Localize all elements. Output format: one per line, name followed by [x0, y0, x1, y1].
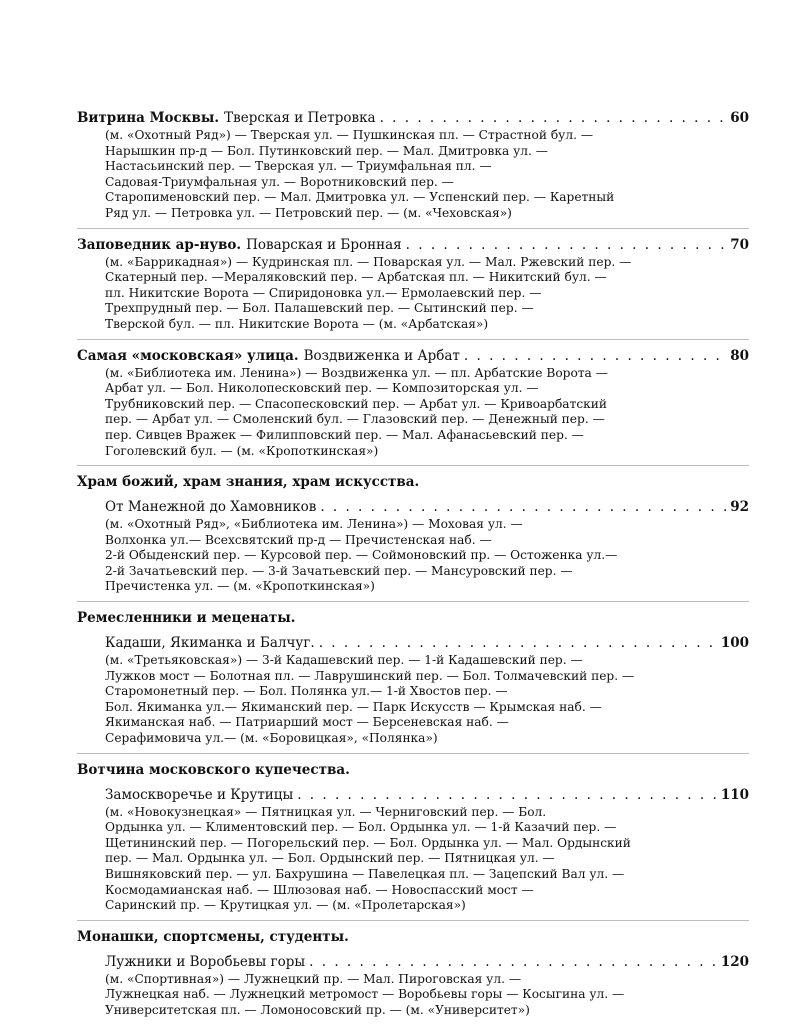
route-line: Лужков мост — Болотная пл. — Лаврушинский пер. — Бол. Толмачевский пер. — — [105, 668, 635, 683]
route-line: Трехпрудный пер. — Бол. Палашевский пер. — Сытинский пер. — — [105, 301, 534, 316]
street-route — [77, 805, 749, 914]
toc-entry[interactable] — [77, 499, 749, 516]
route-line: пер. — Мал. Ордынка ул. — Бол. Ордынский пер. — Пятницкая ул. — — [105, 851, 555, 866]
entry-subtitle: Кадаши, Якиманка и Балчуг. — [105, 635, 315, 652]
route-line: Арбат ул. — Бол. Николопесковский пер. — Композиторская ул. — — [105, 381, 539, 396]
section-heading: Вотчина московского купечества. — [77, 761, 350, 778]
route-line: Вишняковский пер. — ул. Бахрушина — Павелецкая пл. — Зацепский Вал ул. — — [105, 867, 625, 881]
route-line: Волхонка ул.— Всехсвятский пр-д — Пречистенская наб. — — [105, 532, 492, 547]
route-line: 2-й Обыденский пер. — Курсовой пер. — Соймоновский пр. — Остоженка ул.— — [105, 548, 618, 563]
section-heading: Храм божий, храм знания, храм искусства. — [77, 474, 420, 491]
route-line: Якиманская наб. — Патриарший мост — Берсеневская наб. — — [105, 715, 509, 730]
route-line: пер. — Арбат ул. — Смоленский бул. — Глазовский пер. — Денежный пер. — — [105, 412, 605, 427]
table-of-contents — [77, 110, 749, 1033]
dot-leader — [406, 237, 729, 254]
page-number: 80 — [730, 347, 749, 364]
section-heading: Ремесленники и меценаты. — [77, 610, 296, 627]
route-line: Пречистенка ул. — (м. «Кропоткинская») — [105, 579, 375, 594]
toc-section — [77, 610, 749, 754]
route-line: Саринский пр. — Крутицкая ул. — (м. «Пролетарская») — [105, 898, 466, 913]
toc-section — [77, 237, 749, 340]
dot-leader — [380, 110, 729, 127]
toc-section — [77, 474, 749, 602]
dot-leader — [320, 499, 728, 516]
entry-subtitle: Тверская и Петровка — [224, 110, 376, 126]
dot-leader — [309, 954, 719, 971]
toc-section — [77, 110, 749, 229]
route-line: (м. «Охотный Ряд», «Библиотека им. Ленина») — Моховая ул. — — [105, 517, 523, 532]
route-line: (м. «Третьяковская») — 3-й Кадашевский пер. — 1-й Кадашевский пер. — — [105, 653, 583, 668]
entry-subtitle: Воздвиженка и Арбат — [303, 347, 460, 364]
route-line: Настасьинский пер. — Тверская ул. — Триумфальная пл. — — [105, 159, 492, 174]
page-number: 92 — [730, 499, 749, 516]
route-line: (м. «Баррикадная») — Кудринская пл. — Поварская ул. — Мал. Ржевский пер. — — [105, 254, 632, 269]
street-route — [77, 128, 749, 222]
route-line: Щетининский пер. — Погорельский пер. — Бол. Ордынка ул. — Мал. Ордынский — [105, 835, 631, 850]
street-route — [77, 366, 749, 460]
route-line: пл. Никитские Ворота — Спиридоновка ул.— Ермолаевский пер. — — [105, 285, 542, 300]
entry-title-bold: Самая «московская» улица. — [77, 347, 299, 364]
page-number: 60 — [730, 110, 749, 126]
route-line: Ряд ул. — Петровка ул. — Петровский пер. — (м. «Чеховская») — [105, 205, 512, 220]
page-number: 100 — [720, 635, 749, 652]
street-route — [77, 972, 749, 1019]
entry-subtitle: Поварская и Бронная — [246, 236, 402, 253]
toc-section — [77, 929, 749, 1025]
route-line: Университетская пл. — Ломоносовский пр. — (м. «Университет») — [105, 1002, 530, 1017]
route-line: Серафимовича ул.— (м. «Боровицкая», «Полянка») — [105, 731, 438, 746]
route-line: (м. «Охотный Ряд») — Тверская ул. — Пушкинская пл. — Страстной бул. — — [105, 128, 594, 142]
street-route — [77, 255, 749, 333]
entry-title-bold: Заповедник ар-нуво. — [77, 236, 242, 253]
entry-title-bold: Витрина Москвы. — [77, 110, 220, 126]
route-line: Ордынка ул. — Климентовский пер. — Бол. Ордынка ул. — 1-й Казачий пер. — — [105, 820, 617, 835]
toc-entry[interactable] — [77, 954, 749, 971]
entry-subtitle: Лужники и Воробьевы горы — [105, 953, 306, 970]
toc-entry[interactable] — [77, 348, 749, 365]
dot-leader — [319, 635, 719, 652]
toc-section — [77, 762, 749, 921]
page-number: 110 — [720, 786, 749, 803]
route-line: (м. «Спортивная») — Лужнецкий пр. — Мал. Пироговская ул. — — [105, 971, 522, 986]
toc-entry[interactable] — [77, 635, 749, 652]
toc-entry[interactable] — [77, 110, 749, 127]
route-line: Старопименовский пер. — Мал. Дмитровка ул. — Успенский пер. — Каретный — [105, 190, 615, 205]
route-line: Космодамианская наб. — Шлюзовая наб. — Новоспасский мост — — [105, 882, 534, 897]
route-line: Гоголевский бул. — (м. «Кропоткинская») — [105, 443, 379, 458]
route-line: пер. Сивцев Вражек — Филипповский пер. — Мал. Афанасьевский пер. — — [105, 427, 584, 442]
route-line: Скатерный пер. —Мераляковский пер. — Арбатская пл. — Никитский бул. — — [105, 270, 607, 285]
route-line: Старомонетный пер. — Бол. Полянка ул.— 1-й Хвостов пер. — — [105, 684, 508, 699]
route-line: Тверской бул. — пл. Никитские Ворота — (м. «Арбатская») — [105, 316, 489, 331]
entry-subtitle: От Манежной до Хамовников — [105, 499, 317, 516]
route-line: (м. «Библиотека им. Ленина») — Воздвиженка ул. — пл. Арбатские Ворота — — [105, 365, 608, 380]
section-heading: Монашки, спортсмены, студенты. — [77, 928, 349, 945]
route-line: Садовая-Триумфальная ул. — Воротниковский пер. — — [105, 174, 454, 189]
route-line: 2-й Зачатьевский пер. — 3-й Зачатьевский пер. — Мансуровский пер. — — [105, 563, 573, 578]
route-line: Лужнецкая наб. — Лужнецкий метромост — Воробьевы горы — Косыгина ул. — — [105, 987, 625, 1002]
dot-leader — [464, 348, 728, 365]
route-line: Нарышкин пр-д — Бол. Путинковский пер. — Мал. Дмитровка ул. — — [105, 143, 548, 158]
toc-entry[interactable] — [77, 787, 749, 804]
route-line: (м. «Новокузнецкая» — Пятницкая ул. — Черниговский пер. — Бол. — [105, 804, 547, 819]
entry-subtitle: Замоскворечье и Крутицы — [105, 786, 294, 803]
street-route — [77, 653, 749, 747]
toc-entry[interactable] — [77, 237, 749, 254]
dot-leader — [297, 787, 719, 804]
toc-section — [77, 348, 749, 467]
page-number: 70 — [730, 236, 749, 253]
route-line: Бол. Якиманка ул.— Якиманский пер. — Парк Искусств — Крымская наб. — — [105, 699, 602, 714]
street-route — [77, 517, 749, 595]
page-number: 120 — [720, 953, 749, 970]
route-line: Трубниковский пер. — Спасопесковский пер. — Арбат ул. — Кривоарбатский — [105, 396, 608, 411]
